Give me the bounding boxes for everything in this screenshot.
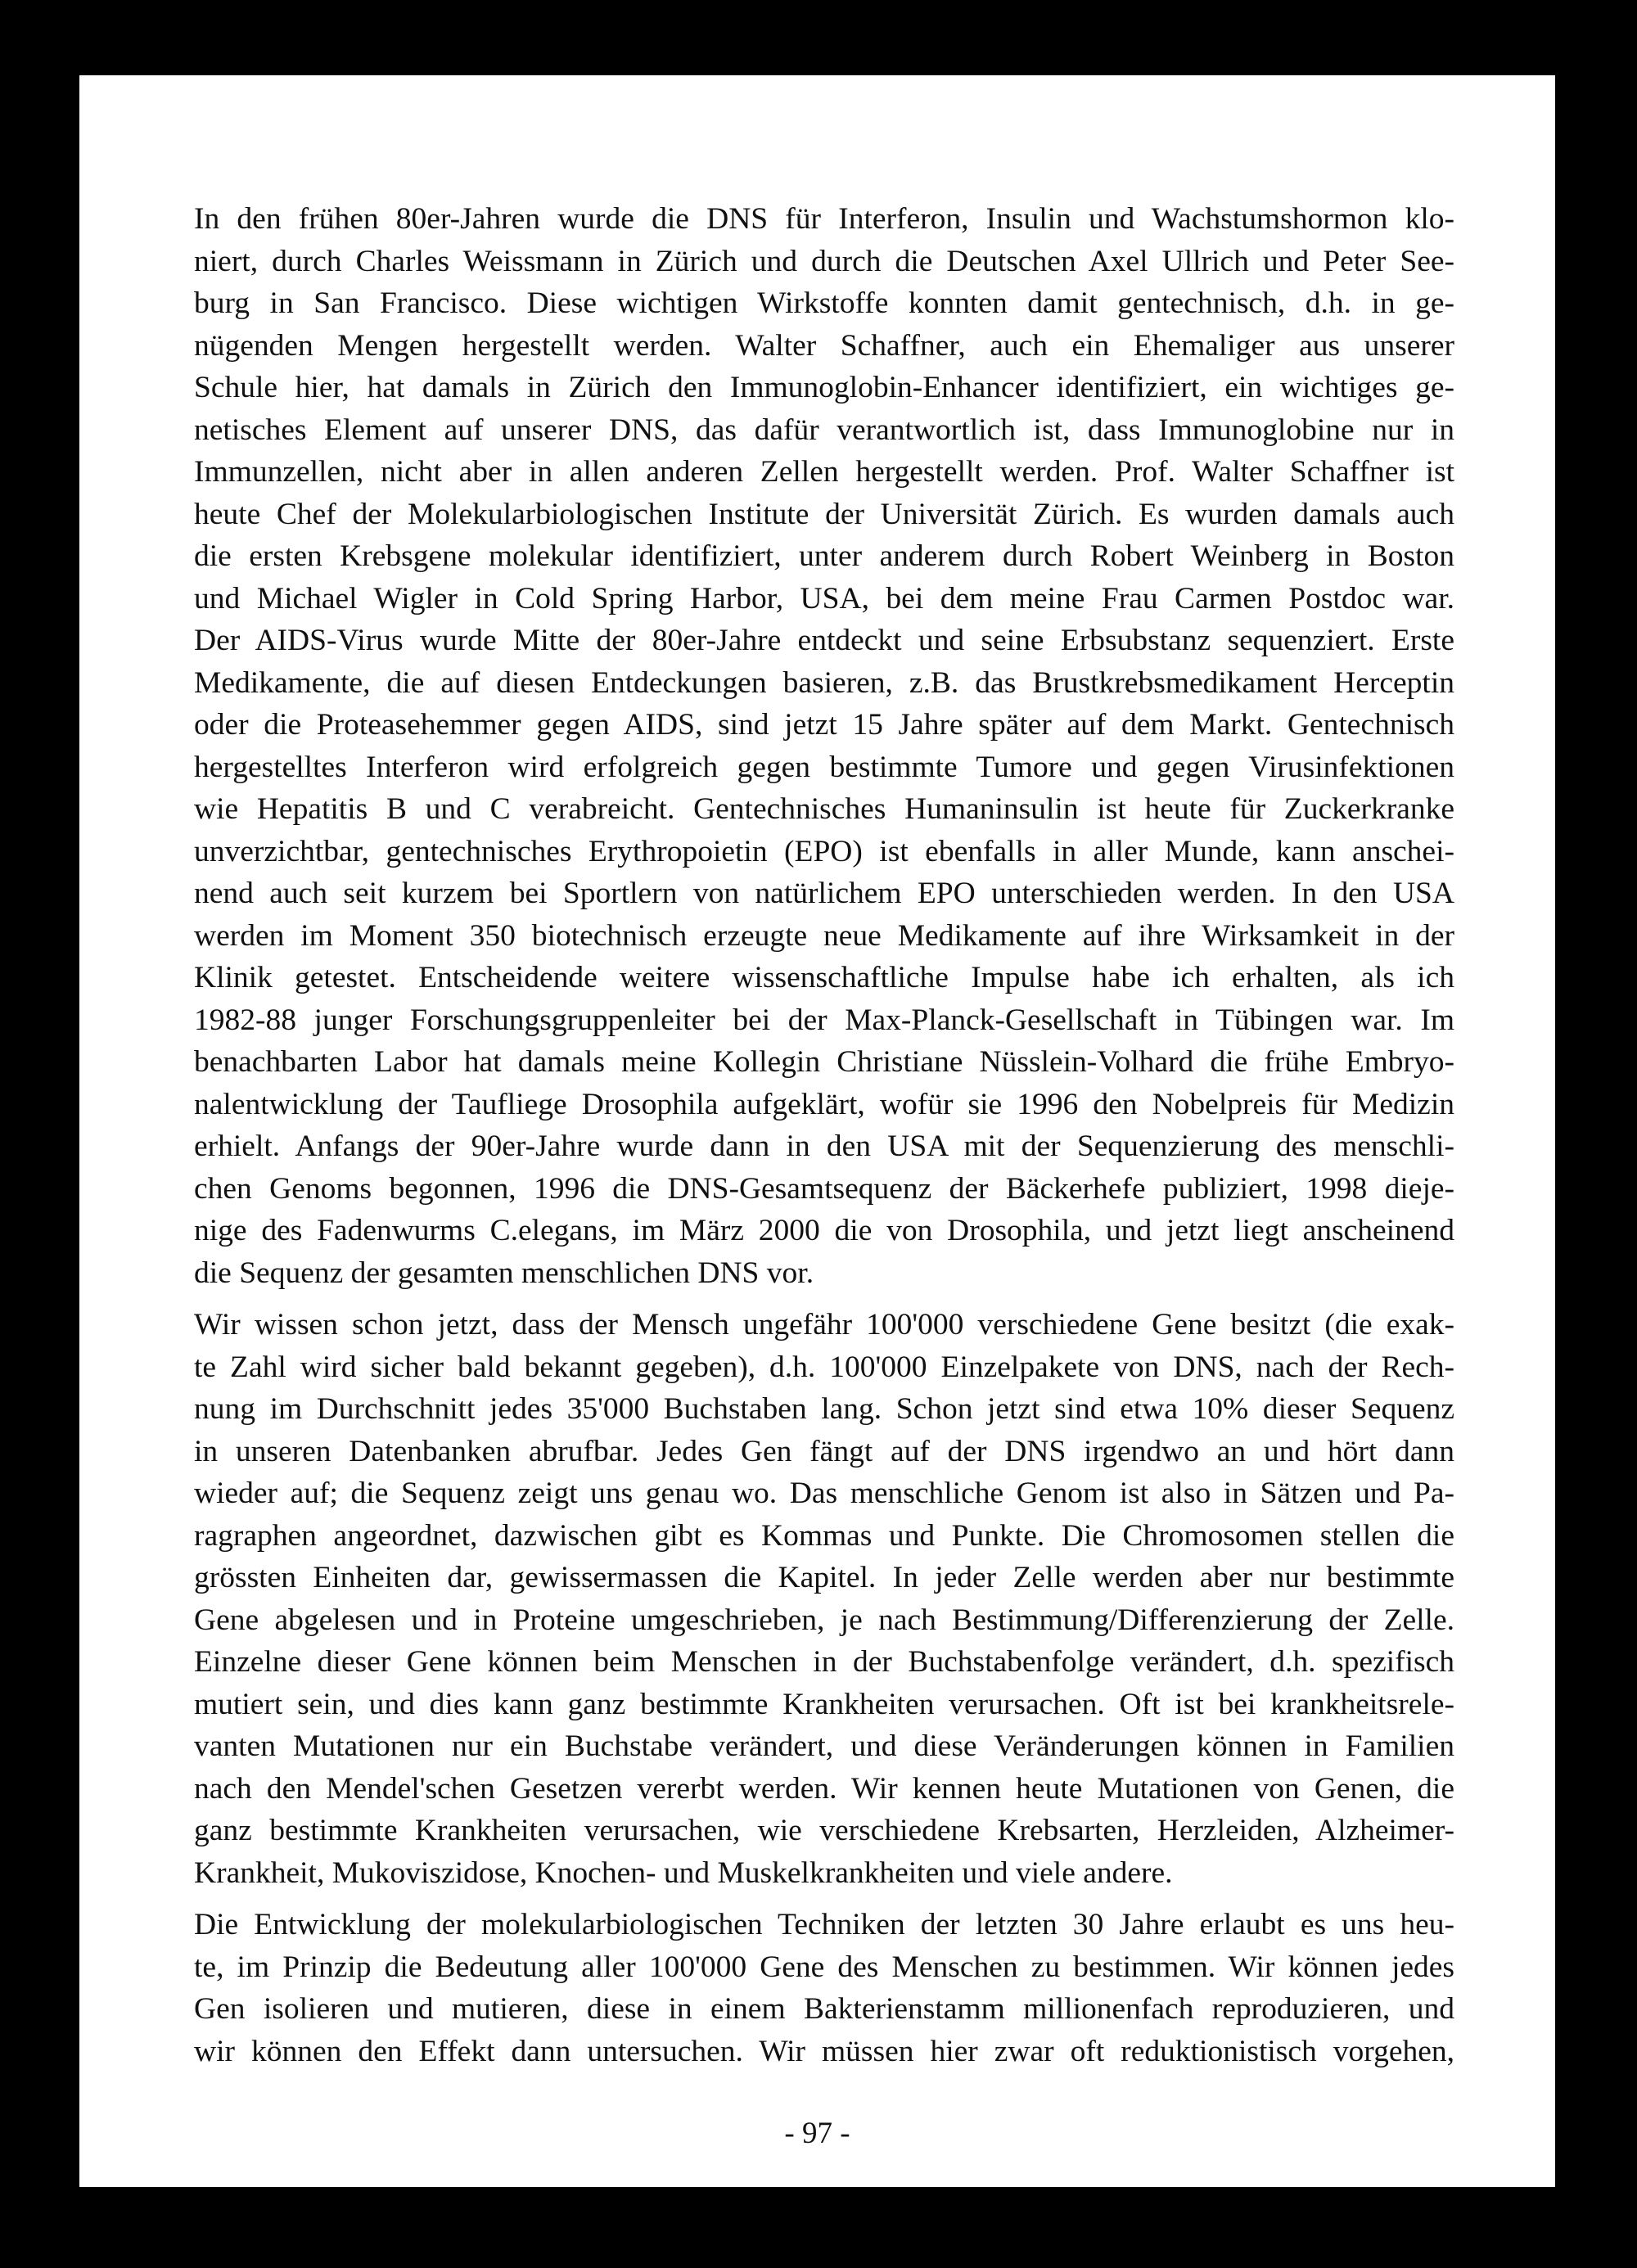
- text-line: die ersten Krebsgene molekular identifiziert, unter anderem durch Robert Weinberg in Boston: [194, 539, 1454, 573]
- text-line: Der AIDS-Virus wurde Mitte der 80er-Jahre entdeckt und seine Erbsubstanz sequenziert. Erste: [194, 624, 1454, 657]
- text-line: te Zahl wird sicher bald bekannt gegeben), d.h. 100'000 Einzelpakete von DNS, nach der Rech-: [194, 1350, 1454, 1384]
- text-line: in unseren Datenbanken abrufbar. Jedes Gen fängt auf der DNS irgendwo an und hört dann: [194, 1434, 1454, 1468]
- text-line: die Sequenz der gesamten menschlichen DNS vor.: [194, 1256, 814, 1290]
- text-line: wieder auf; die Sequenz zeigt uns genau wo. Das menschliche Genom ist also in Sätzen und Pa-: [194, 1477, 1454, 1510]
- text-line: grössten Einheiten dar, gewissermassen die Kapitel. In jeder Zelle werden aber nur bestimmte: [194, 1561, 1454, 1594]
- text-line: Krankheit, Mukoviszidose, Knochen- und Muskelkrankheiten und viele andere.: [194, 1855, 1173, 1890]
- text-line: vanten Mutationen nur ein Buchstabe verändert, und diese Veränderungen können in Familien: [194, 1729, 1454, 1763]
- text-line: Gene abgelesen und in Proteine umgeschrieben, je nach Bestimmung/Differenzierung der Zelle.: [194, 1603, 1454, 1637]
- page-number: - 97 -: [784, 2117, 850, 2150]
- paragraph: [194, 198, 1454, 1294]
- text-line: nügenden Mengen hergestellt werden. Walter Schaffner, auch ein Ehemaliger aus unserer: [194, 328, 1454, 363]
- text-line: nach den Mendel'schen Gesetzen vererbt werden. Wir kennen heute Mutationen von Genen, die: [194, 1771, 1454, 1806]
- text-line: und Michael Wigler in Cold Spring Harbor, USA, bei dem meine Frau Carmen Postdoc war.: [194, 581, 1454, 615]
- text-line: Einzelne dieser Gene können beim Menschen in der Buchstabenfolge verändert, d.h. spezifisch: [194, 1645, 1454, 1679]
- text-line: Klinik getestet. Entscheidende weitere wissenschaftliche Impulse habe ich erhalten, als ich: [194, 961, 1454, 994]
- body-text: [194, 198, 1454, 2082]
- text-line: unverzichtbar, gentechnisches Erythropoietin (EPO) ist ebenfalls in aller Munde, kann anschei-: [194, 834, 1454, 868]
- text-line: ragraphen angeordnet, dazwischen gibt es Kommas und Punkte. Die Chromosomen stellen die: [194, 1518, 1454, 1553]
- text-line: te, im Prinzip die Bedeutung aller 100'000 Gene des Menschen zu bestimmen. Wir können jedes: [194, 1950, 1454, 1984]
- text-line: Wir wissen schon jetzt, dass der Mensch ungefähr 100'000 verschiedene Gene besitzt (die exak-: [194, 1308, 1454, 1341]
- text-line: chen Genoms begonnen, 1996 die DNS-Gesamtsequenz der Bäckerhefe publiziert, 1998 dieje-: [194, 1171, 1454, 1206]
- paragraph: [194, 1904, 1454, 2072]
- text-line: hergestelltes Interferon wird erfolgreich gegen bestimmte Tumore und gegen Virusinfektionen: [194, 750, 1454, 784]
- text-line: burg in San Francisco. Diese wichtigen Wirkstoffe konnten damit gentechnisch, d.h. in ge-: [194, 286, 1454, 320]
- text-line: Schule hier, hat damals in Zürich den Immunoglobin-Enhancer identifiziert, ein wichtiges ge-: [194, 371, 1454, 404]
- text-line: Medikamente, die auf diesen Entdeckungen basieren, z.B. das Brustkrebsmedikament Herceptin: [194, 665, 1454, 700]
- text-line: werden im Moment 350 biotechnisch erzeugte neue Medikamente auf ihre Wirksamkeit in der: [194, 918, 1454, 953]
- text-line: nung im Durchschnitt jedes 35'000 Buchstaben lang. Schon jetzt sind etwa 10% dieser Sequenz: [194, 1392, 1454, 1426]
- document-page: [79, 75, 1555, 2187]
- text-line: wir können den Effekt dann untersuchen. Wir müssen hier zwar oft reduktionistisch vorgehen,: [194, 2034, 1454, 2068]
- text-line: niert, durch Charles Weissmann in Zürich und durch die Deutschen Axel Ullrich und Peter See-: [194, 244, 1454, 278]
- text-line: Immunzellen, nicht aber in allen anderen Zellen hergestellt werden. Prof. Walter Schaffner ist: [194, 455, 1454, 489]
- text-line: nend auch seit kurzem bei Sportlern von natürlichem EPO unterschieden werden. In den USA: [194, 877, 1454, 910]
- text-line: 1982-88 junger Forschungsgruppenleiter bei der Max-Planck-Gesellschaft in Tübingen war. Im: [194, 1003, 1454, 1037]
- text-line: erhielt. Anfangs der 90er-Jahre wurde dann in den USA mit der Sequenzierung des menschli-: [194, 1129, 1454, 1163]
- text-line: nige des Fadenwurms C.elegans, im März 2000 die von Drosophila, und jetzt liegt anscheinend: [194, 1214, 1454, 1247]
- text-line: Gen isolieren und mutieren, diese in einem Bakterienstamm millionenfach reproduzieren, und: [194, 1992, 1454, 2026]
- text-line: mutiert sein, und dies kann ganz bestimmte Krankheiten verursachen. Oft ist bei krankheitsrele-: [194, 1687, 1454, 1721]
- text-line: benachbarten Labor hat damals meine Kollegin Christiane Nüsslein-Volhard die frühe Embryo-: [194, 1045, 1454, 1079]
- text-line: ganz bestimmte Krankheiten verursachen, wie verschiedene Krebsarten, Herzleiden, Alzheimer-: [194, 1814, 1454, 1847]
- text-line: Die Entwicklung der molekularbiologischen Techniken der letzten 30 Jahre erlaubt es uns heu-: [194, 1908, 1454, 1941]
- text-line: oder die Proteasehemmer gegen AIDS, sind jetzt 15 Jahre später auf dem Markt. Gentechnisch: [194, 708, 1454, 742]
- text-line: In den frühen 80er-Jahren wurde die DNS für Interferon, Insulin und Wachstumshormon klo-: [194, 202, 1454, 236]
- text-line: heute Chef der Molekularbiologischen Institute der Universität Zürich. Es wurden damals auch: [194, 497, 1454, 531]
- text-line: wie Hepatitis B und C verabreicht. Gentechnisches Humaninsulin ist heute für Zuckerkranke: [194, 792, 1454, 826]
- paragraph: [194, 1304, 1454, 1894]
- text-line: nalentwicklung der Taufliege Drosophila aufgeklärt, wofür sie 1996 den Nobelpreis für Medizin: [194, 1087, 1454, 1121]
- text-line: netisches Element auf unserer DNS, das dafür verantwortlich ist, dass Immunoglobine nur in: [194, 413, 1454, 447]
